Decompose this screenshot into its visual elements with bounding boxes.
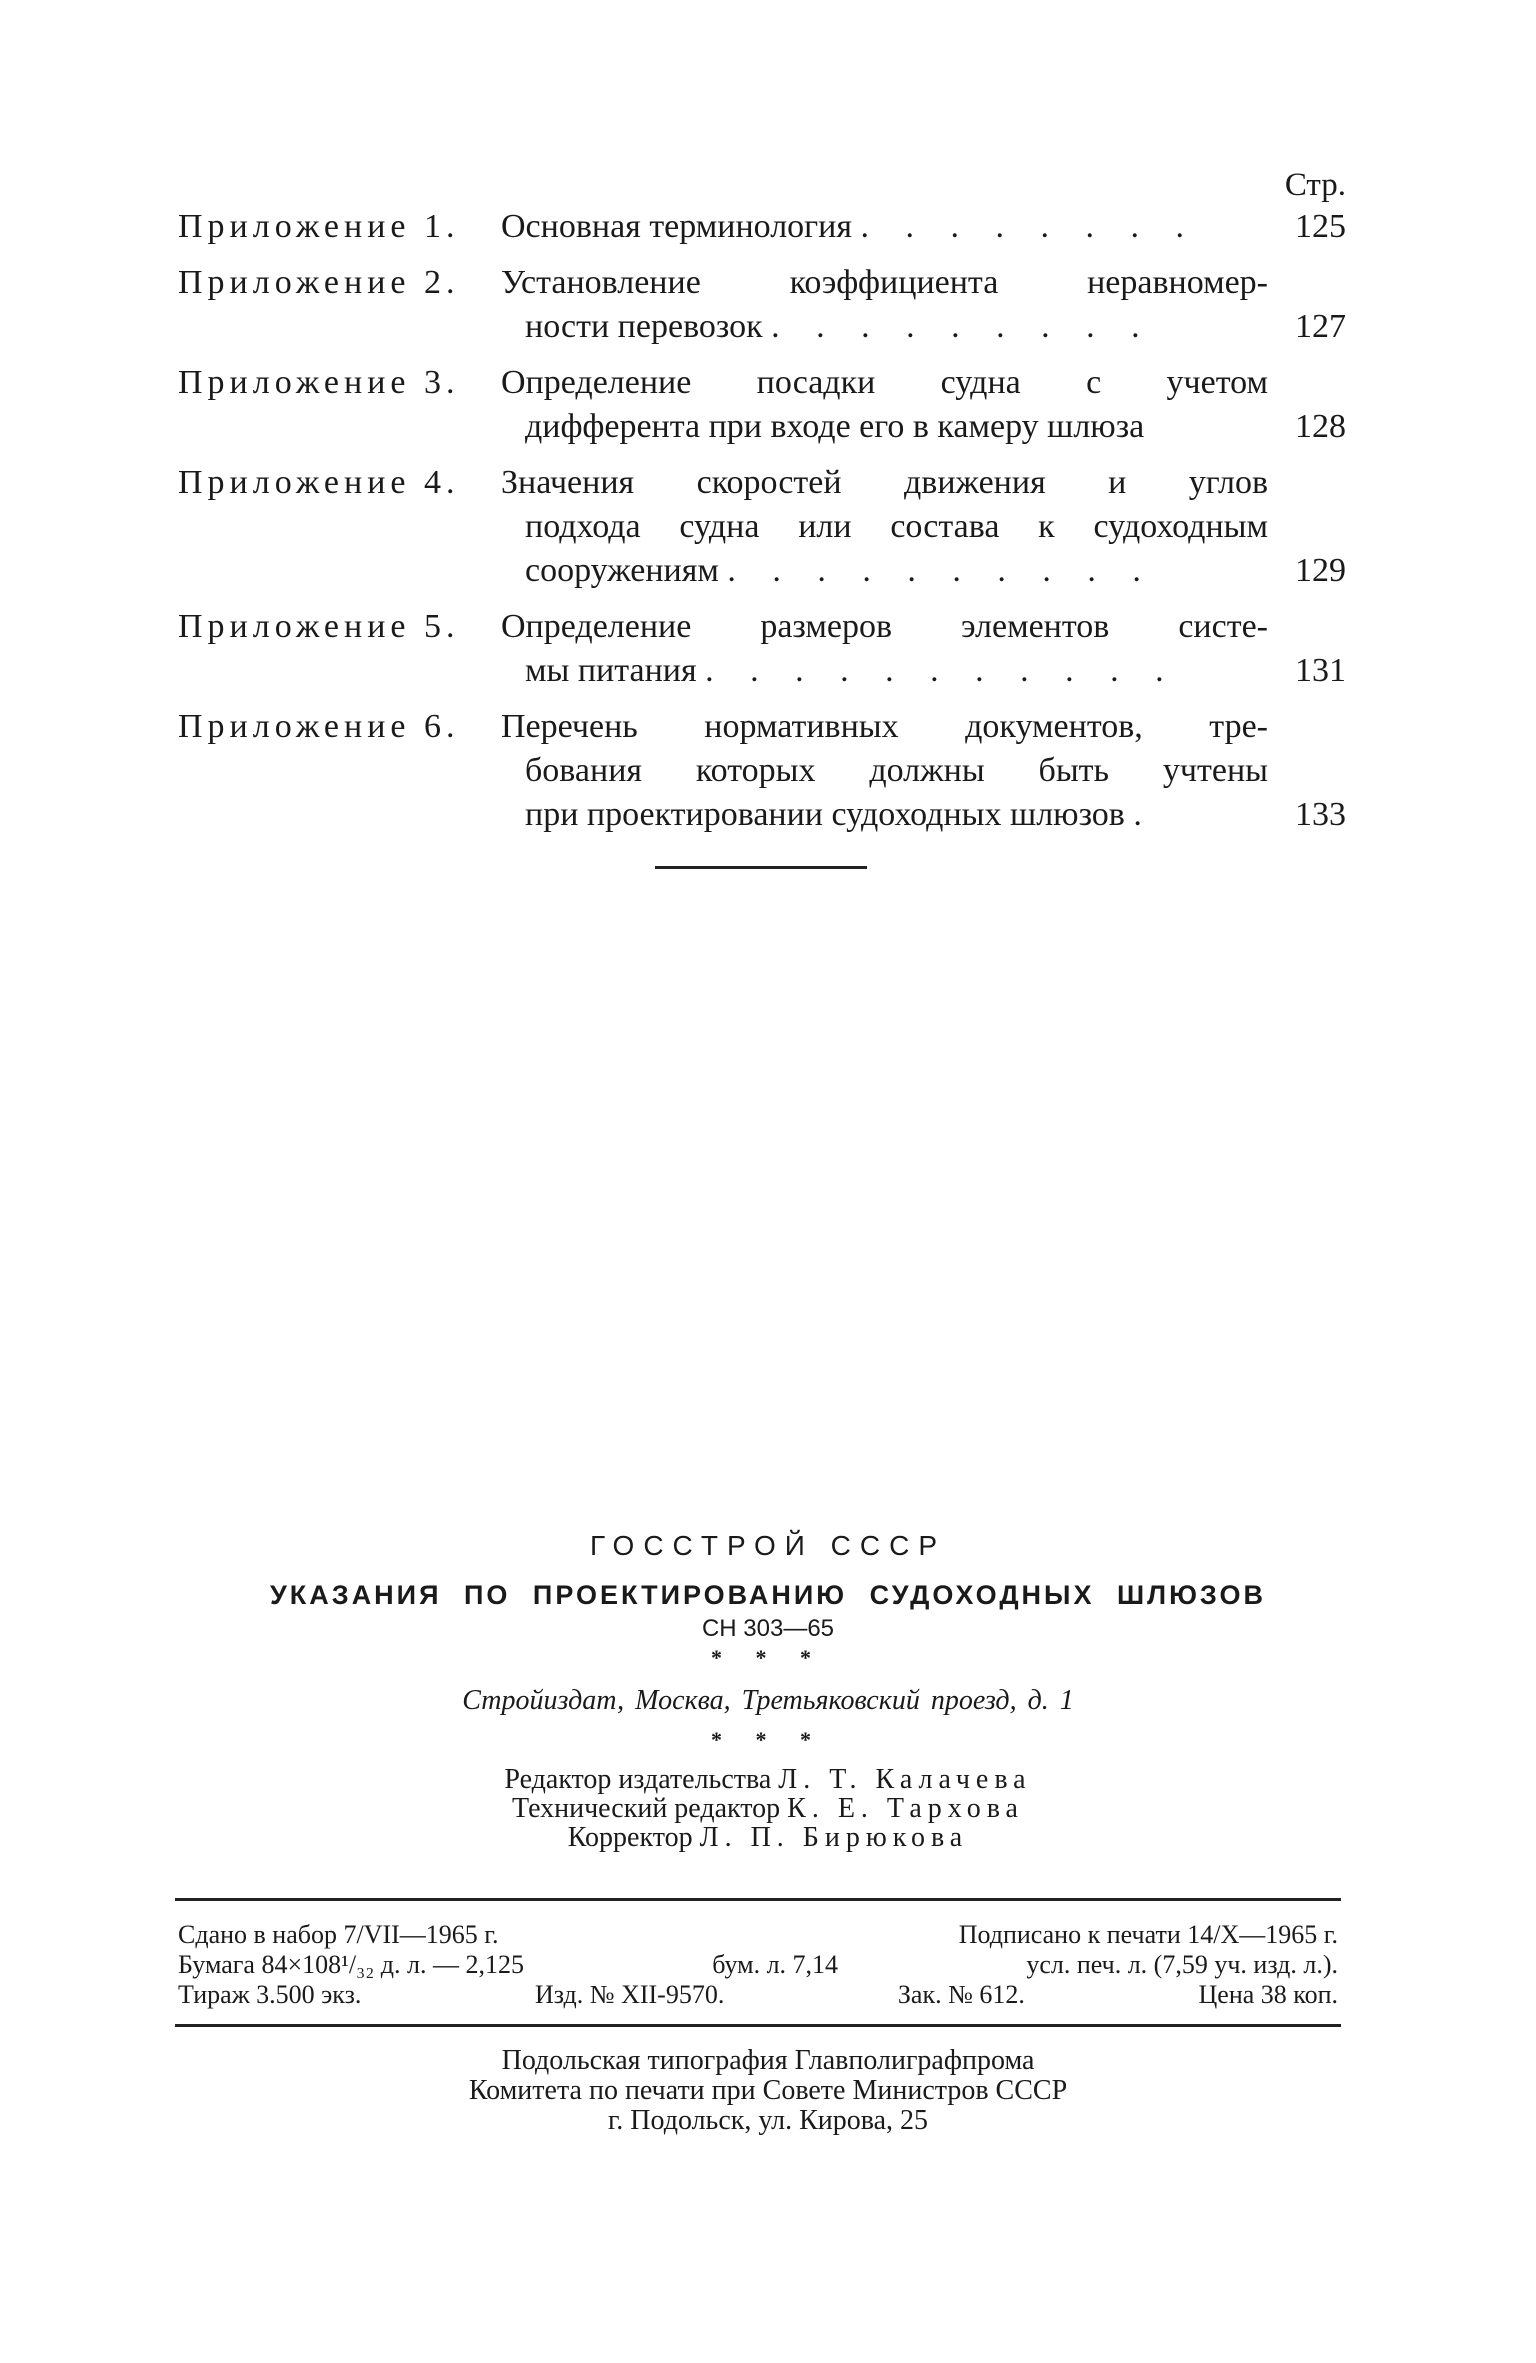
publisher-address: Стройиздат, Москва, Третьяковский проезд, д. 1 — [462, 1685, 1074, 1716]
printer-line: г. Подольск, ул. Кирова, 25 — [607, 2105, 929, 2136]
appendix-title-text: ности перевозок — [525, 308, 763, 345]
toc-entries — [178, 205, 1346, 837]
print-signed-date: Подписано к печати 14/X—1965 г. — [958, 1920, 1338, 1949]
appendix-title-line — [501, 405, 1268, 449]
document-code: СН 303—65 — [701, 1615, 835, 1642]
appendix-title — [501, 361, 1268, 449]
appendix-title-line — [501, 549, 1268, 593]
section-divider — [655, 866, 867, 869]
toc-entry — [178, 361, 1346, 449]
appendix-title-line — [501, 605, 1268, 649]
leader-dots: . . . . . . . . . . . — [705, 652, 1178, 689]
appendix-title-line — [501, 749, 1268, 793]
horizontal-rule — [175, 2024, 1341, 2027]
appendix-label: Приложение 2. — [178, 264, 460, 301]
credit-proofreader — [0, 1823, 1536, 1852]
credit-person: Л. Т. Калачева — [778, 1764, 1032, 1795]
appendix-title — [501, 205, 1268, 249]
page-column-header: Стр. — [1284, 167, 1346, 203]
credits — [0, 1765, 1536, 1852]
appendix-title-line — [501, 649, 1268, 693]
appendix-title-text: мы питания — [525, 652, 697, 689]
credit-role: Корректор — [567, 1822, 693, 1853]
organization-name: ГОССТРОЙ СССР — [589, 1530, 947, 1561]
page-number: 127 — [1295, 308, 1346, 345]
appendix-title-line — [501, 305, 1268, 349]
credit-role: Технический редактор — [512, 1793, 781, 1824]
appendix-title-line — [501, 505, 1268, 549]
appendix-title-text: бования которых должны быть учтены — [525, 752, 1268, 789]
appendix-title-line — [501, 361, 1268, 405]
appendix-title-text: Основная терминология — [501, 208, 852, 245]
appendix-title-text: Установление коэффициента неравномер- — [501, 264, 1268, 301]
credit-tech-editor — [0, 1794, 1536, 1823]
printer-line: Комитета по печати при Совете Министров СССР — [468, 2075, 1068, 2106]
horizontal-rule — [175, 1898, 1341, 1901]
appendix-label: Приложение 5. — [178, 608, 460, 645]
appendix-title-text: Определение размеров элементов систе- — [501, 608, 1268, 645]
print-sheets: усл. печ. л. (7,59 уч. изд. л.). — [1026, 1950, 1338, 1979]
appendix-label: Приложение 3. — [178, 364, 460, 401]
document-title: УКАЗАНИЯ ПО ПРОЕКТИРОВАНИЮ СУДОХОДНЫХ ШЛЮЗОВ — [270, 1580, 1266, 1610]
appendix-title-text: сооружениям — [525, 552, 719, 589]
leader-dots: . . . . . . . . . — [771, 308, 1154, 345]
printer-info — [0, 2046, 1536, 2136]
page-number: 133 — [1295, 796, 1346, 833]
toc-entry — [178, 461, 1346, 593]
bibliographic-info — [178, 1920, 1338, 2010]
toc-entry — [178, 605, 1346, 693]
appendix-title — [501, 261, 1268, 349]
appendix-title-text: Значения скоростей движения и углов — [501, 464, 1268, 501]
credit-person: К. Е. Тархова — [787, 1793, 1024, 1824]
page-number: 131 — [1295, 652, 1346, 689]
paper-sheets: бум. л. 7,14 — [712, 1950, 839, 1979]
paper-format: Бумага 84×108¹/₃₂ д. л. — 2,125 — [178, 1950, 524, 1979]
appendix-title-line — [501, 205, 1268, 249]
appendix-title-line — [501, 461, 1268, 505]
appendix-title-text: при проектировании судоходных шлюзов . — [525, 796, 1142, 833]
appendix-title-line — [501, 261, 1268, 305]
separator-stars: * * * — [711, 1645, 825, 1670]
appendix-label: Приложение 6. — [178, 708, 460, 745]
order-number: Зак. № 612. — [897, 1980, 1025, 2009]
appendix-label: Приложение 1. — [178, 208, 460, 245]
leader-dots: . . . . . . . . . . — [727, 552, 1155, 589]
imprint-block — [0, 1530, 1536, 1852]
appendix-title-line — [501, 705, 1268, 749]
appendix-title — [501, 605, 1268, 693]
credit-person: Л. П. Бирюкова — [699, 1822, 969, 1853]
edition-number: Изд. № XII-9570. — [534, 1980, 725, 2009]
biblio-row — [178, 1920, 1338, 1950]
appendix-title-line — [501, 793, 1268, 837]
toc-entry — [178, 705, 1346, 837]
typeset-date: Сдано в набор 7/VII—1965 г. — [178, 1920, 499, 1949]
credit-editor — [0, 1765, 1536, 1794]
credit-role: Редактор издательства — [504, 1764, 772, 1795]
appendix-title-text: Определение посадки судна с учетом — [501, 364, 1268, 401]
appendix-title — [501, 705, 1268, 837]
page-number: 128 — [1295, 408, 1346, 445]
printer-line: Подольская типография Главполиграфпрома — [501, 2045, 1035, 2076]
print-run: Тираж 3.500 экз. — [178, 1980, 362, 2009]
appendix-title-text: дифферента при входе его в камеру шлюза — [525, 408, 1145, 445]
biblio-row — [178, 1950, 1338, 1980]
page-number: 125 — [1295, 208, 1346, 245]
biblio-row — [178, 1980, 1338, 2010]
appendix-title — [501, 461, 1268, 593]
price: Цена 38 коп. — [1198, 1980, 1338, 2009]
separator-stars: * * * — [711, 1727, 825, 1752]
table-of-contents — [178, 165, 1346, 849]
page-number: 129 — [1295, 552, 1346, 589]
leader-dots: . . . . . . . . — [860, 208, 1198, 245]
toc-entry — [178, 261, 1346, 349]
appendix-title-text: подхода судна или состава к судоходным — [525, 508, 1268, 545]
toc-entry — [178, 205, 1346, 249]
appendix-title-text: Перечень нормативных документов, тре- — [501, 708, 1268, 745]
appendix-label: Приложение 4. — [178, 464, 460, 501]
